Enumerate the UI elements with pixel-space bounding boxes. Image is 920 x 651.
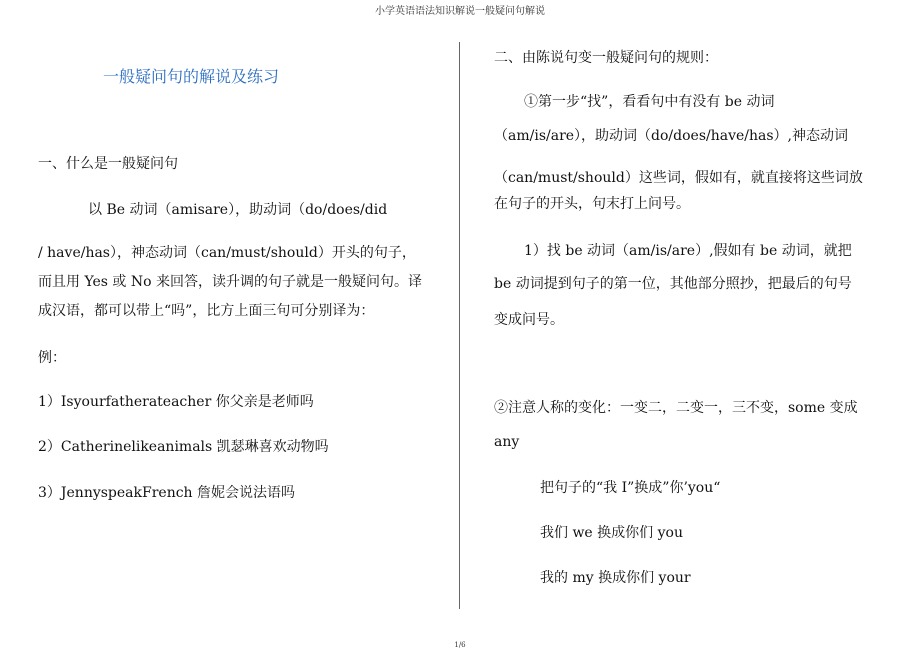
paragraph-line: 在句子的开头，句末打上问号。: [494, 196, 690, 212]
paragraph-line: be 动词提到句子的第一位，其他部分照抄，把最后的句号: [494, 276, 852, 292]
section-heading-2: 二、由陈说句变一般疑问句的规则：: [494, 50, 718, 66]
paragraph-line: 成汉语，都可以带上“吗”，比方上面三句可分别译为：: [38, 303, 375, 319]
pronoun-change-item: 我们 we 换成你们 you: [540, 525, 683, 541]
document-title: 一般疑问句的解说及练习: [103, 67, 280, 86]
section-heading-1: 一、什么是一般疑问句: [38, 156, 178, 172]
example-item: 3）JennyspeakFrench 詹妮会说法语吗: [38, 485, 296, 501]
paragraph-line: 变成问号。: [494, 312, 564, 328]
paragraph-line: 1）找 be 动词（am/is/are）,假如有 be 动词，就把: [524, 243, 852, 259]
paragraph-line: any: [494, 434, 520, 450]
column-divider: [459, 42, 460, 609]
paragraph-line: 而且用 Yes 或 No 来回答，读升调的句子就是一般疑问句。译: [38, 274, 422, 290]
example-label: 例：: [38, 350, 66, 366]
pronoun-change-item: 把句子的“我 I”换成”你’you“: [540, 480, 721, 496]
paragraph-line: 以 Be 动词（amisare），助动词（do/does/did: [88, 202, 388, 218]
paragraph-line: （can/must/should）这些词，假如有，就直接将这些词放: [494, 170, 863, 186]
paragraph-line: （am/is/are），助动词（do/does/have/has）,神态动词: [494, 128, 848, 144]
paragraph-line: ②注意人称的变化：一变二，二变一，三不变，some 变成: [494, 400, 858, 416]
page-header: 小学英语语法知识解说一般疑问句解说: [375, 6, 545, 17]
paragraph-line: ①第一步“找”，看看句中有没有 be 动词: [524, 94, 775, 110]
example-item: 2）Catherinelikeanimals 凯瑟琳喜欢动物吗: [38, 439, 329, 455]
page-number: 1/6: [454, 641, 466, 649]
pronoun-change-item: 我的 my 换成你们 your: [540, 570, 691, 586]
paragraph-line: / have/has），神态动词（can/must/should）开头的句子，: [38, 245, 416, 261]
example-item: 1）Isyourfatherateacher 你父亲是老师吗: [38, 394, 314, 410]
